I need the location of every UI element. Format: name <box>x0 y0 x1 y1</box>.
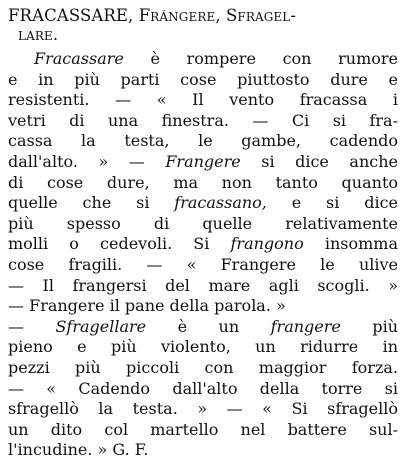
body-line-17: — « Cadendo dall'alto della torre si <box>8 378 398 398</box>
heading-separator: , <box>215 6 227 25</box>
term-fracassano: fracassano, <box>174 193 267 213</box>
headword-sfragellare-part1: Sfragel- <box>226 6 297 25</box>
body-text: è un <box>146 316 271 336</box>
body-line-7: di cose dure, ma non tanto quanto <box>8 172 398 192</box>
body-text: molli o cedevoli. Si <box>8 234 231 254</box>
body-line-6 <box>8 152 398 173</box>
body-line-1 <box>34 49 398 70</box>
headword-sfragellare-part2: lare. <box>18 25 59 44</box>
term-frangono: frangono <box>230 234 304 254</box>
term-frangere-2: frangere <box>270 316 341 336</box>
body-text: più <box>340 316 399 336</box>
body-line-14 <box>8 317 398 338</box>
heading-line-1 <box>8 6 400 25</box>
body-line-3: resistenti. — « Il vento fracassa i <box>8 90 398 110</box>
body-text: — <box>8 316 56 336</box>
body-text: insomma <box>303 234 399 254</box>
body-line-20: l'incudine. » G. F. <box>8 440 149 460</box>
body-text: quelle che si <box>8 193 175 213</box>
heading-line-2 <box>8 25 400 44</box>
body-text: e si dice <box>266 193 398 213</box>
entry-heading <box>8 6 400 44</box>
body-line-19: un dito col martello nel battere sul- <box>8 419 398 439</box>
body-line-9: più spesso di quelle relativamente <box>8 213 398 233</box>
body-text: si dice anche <box>240 152 399 171</box>
body-line-5: cassa la testa, le gambe, cadendo <box>8 131 398 151</box>
body-line-13: — Frangere il pane della parola. » <box>8 296 286 316</box>
term-sfragellare: Sfragellare <box>55 316 147 336</box>
body-line-10 <box>8 234 398 255</box>
headword-fracassare: FRACASSARE, <box>8 6 139 25</box>
headword-frangere: Frángere <box>138 6 216 25</box>
body-line-16: pezzi più piccoli con maggior forza. <box>8 358 398 377</box>
body-line-2: e in più parti cose piuttosto dure e <box>8 69 398 89</box>
body-line-18: sfragellò la testa. » — « Si sfragellò <box>8 399 398 419</box>
body-line-4: vetri di una finestra. — Ci si fra- <box>8 110 398 130</box>
body-line-11: cose fragili. — « Frangere le ulive <box>8 255 398 274</box>
body-line-8 <box>8 193 398 214</box>
term-fracassare: Fracassare <box>34 49 124 68</box>
body-text: dall'alto. » — <box>8 152 166 171</box>
body-text: è rompere con rumore <box>123 49 398 68</box>
term-frangere: Frangere <box>165 152 241 171</box>
body-line-15: pieno e più violento, un ridurre in <box>8 337 398 357</box>
body-line-12: — Il frangersi del mare agli scogli. » <box>8 275 398 295</box>
